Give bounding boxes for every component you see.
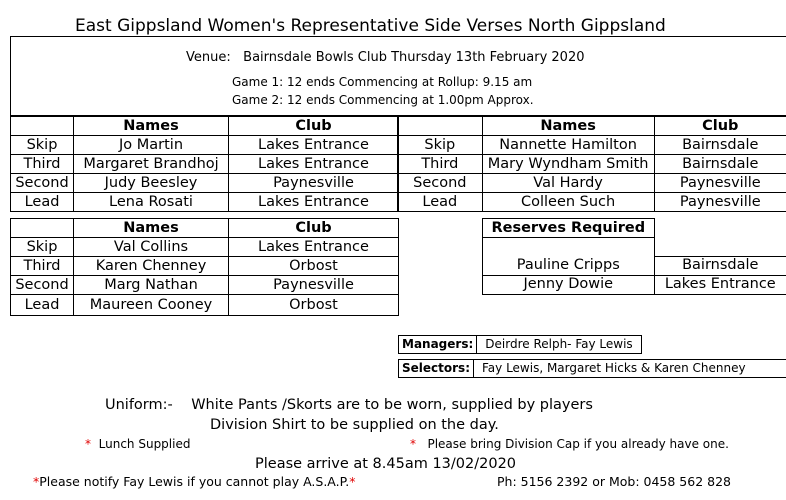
- name-cell: Jo Martin: [74, 136, 229, 155]
- table-row: [11, 257, 399, 276]
- name-cell: Marg Nathan: [74, 276, 229, 295]
- table-row: [11, 155, 399, 174]
- reserves-table: [482, 218, 786, 295]
- reserves-header: Reserves Required: [483, 219, 655, 238]
- position-cell: Lead: [398, 193, 483, 212]
- table-row: [11, 193, 399, 212]
- club-cell: Paynesville: [229, 174, 399, 193]
- club-cell: Lakes Entrance: [229, 238, 399, 257]
- club-cell: Paynesville: [229, 276, 399, 295]
- club-cell: Bairnsdale: [654, 256, 786, 275]
- team2-table: [397, 116, 786, 212]
- asterisk-mark: *: [85, 437, 91, 451]
- name-cell: Margaret Brandhoj: [74, 155, 229, 174]
- uniform-label: Uniform:-: [105, 397, 173, 413]
- team1-table: [10, 116, 399, 212]
- game1-line: Game 1: 12 ends Commencing at Rollup: 9.15 am: [232, 75, 533, 89]
- name-cell: Val Collins: [74, 238, 229, 257]
- uniform-text-2: Division Shirt to be supplied on the day.: [210, 417, 499, 433]
- name-cell: Nannette Hamilton: [482, 136, 654, 155]
- club-cell: Lakes Entrance: [654, 275, 786, 294]
- header-left-rule: [10, 36, 11, 116]
- club-cell: Lakes Entrance: [229, 193, 399, 212]
- notify-line: [33, 474, 355, 489]
- table-row: [11, 295, 399, 316]
- table-header-row: [398, 117, 786, 136]
- table-row: [483, 256, 786, 275]
- table-row: [11, 238, 399, 257]
- venue-text: Bairnsdale Bowls Club Thursday 13th February 2020: [243, 50, 585, 65]
- club-header: Club: [229, 117, 399, 136]
- managers-value: Deirdre Relph- Fay Lewis: [485, 337, 633, 351]
- managers-label: Managers:: [399, 336, 477, 353]
- asterisk-mark: *: [349, 474, 356, 489]
- table-row: [11, 174, 399, 193]
- table-row: [483, 238, 786, 257]
- venue-line: [186, 50, 585, 65]
- asterisk-mark: *: [410, 437, 416, 451]
- cap-line: [410, 437, 729, 451]
- name-cell: Mary Wyndham Smith: [482, 155, 654, 174]
- position-cell: Second: [11, 276, 74, 295]
- cap-text: Please bring Division Cap if you already have one.: [427, 437, 729, 451]
- club-cell: Orbost: [229, 295, 399, 316]
- club-cell: Paynesville: [654, 174, 786, 193]
- table-row: [398, 193, 786, 212]
- name-cell: Colleen Such: [482, 193, 654, 212]
- phone-line: Ph: 5156 2392 or Mob: 0458 562 828: [497, 474, 732, 489]
- club-cell: Bairnsdale: [654, 155, 786, 174]
- position-cell: Skip: [11, 136, 74, 155]
- team3-table: [10, 218, 399, 316]
- table-row: [398, 174, 786, 193]
- position-cell: Second: [11, 174, 74, 193]
- position-cell: Lead: [11, 193, 74, 212]
- table-row: [11, 136, 399, 155]
- uniform-line: [105, 397, 593, 413]
- position-cell: Lead: [11, 295, 74, 316]
- position-cell: Skip: [398, 136, 483, 155]
- managers-box: [398, 335, 642, 354]
- page-title: East Gippsland Women's Representative Side Verses North Gippsland: [75, 16, 666, 36]
- blank-header-cell: [11, 219, 74, 238]
- name-cell: Pauline Cripps: [483, 256, 655, 275]
- names-header: Names: [74, 117, 229, 136]
- title-rule: [10, 36, 786, 37]
- position-cell: Skip: [11, 238, 74, 257]
- name-cell: Karen Chenney: [74, 257, 229, 276]
- club-cell: Lakes Entrance: [229, 155, 399, 174]
- club-cell: Paynesville: [654, 193, 786, 212]
- position-cell: Third: [398, 155, 483, 174]
- club-header: Club: [654, 117, 786, 136]
- blank-header-cell: [11, 117, 74, 136]
- club-cell: Orbost: [229, 257, 399, 276]
- position-cell: Second: [398, 174, 483, 193]
- table-row: [11, 276, 399, 295]
- selectors-value: Fay Lewis, Margaret Hicks & Karen Chenney: [482, 361, 746, 375]
- asterisk-mark: *: [33, 474, 40, 489]
- name-cell: Jenny Dowie: [483, 275, 655, 294]
- blank-cell: [483, 238, 655, 257]
- arrive-line: Please arrive at 8.45am 13/02/2020: [255, 456, 517, 472]
- club-header: Club: [229, 219, 399, 238]
- name-cell: Maureen Cooney: [74, 295, 229, 316]
- club-cell: Bairnsdale: [654, 136, 786, 155]
- selectors-label: Selectors:: [399, 360, 474, 377]
- club-cell: Lakes Entrance: [229, 136, 399, 155]
- table-row: [398, 155, 786, 174]
- name-cell: Lena Rosati: [74, 193, 229, 212]
- notify-text: Please notify Fay Lewis if you cannot play A.S.A.P.: [39, 474, 350, 489]
- table-header-row: [483, 219, 786, 238]
- venue-label: Venue:: [186, 50, 231, 65]
- blank-header-cell: [398, 117, 483, 136]
- game2-line: Game 2: 12 ends Commencing at 1.00pm Approx.: [232, 93, 534, 107]
- names-header: Names: [482, 117, 654, 136]
- table-row: [483, 275, 786, 294]
- lunch-line: [85, 437, 190, 451]
- uniform-text-1: White Pants /Skorts are to be worn, supplied by players: [191, 397, 593, 413]
- lunch-text: Lunch Supplied: [98, 437, 191, 451]
- blank-cell: [654, 238, 786, 257]
- name-cell: Val Hardy: [482, 174, 654, 193]
- names-header: Names: [74, 219, 229, 238]
- table-header-row: [11, 219, 399, 238]
- blank-header-cell: [654, 219, 786, 238]
- selectors-box: [398, 359, 786, 378]
- position-cell: Third: [11, 257, 74, 276]
- table-header-row: [11, 117, 399, 136]
- position-cell: Third: [11, 155, 74, 174]
- name-cell: Judy Beesley: [74, 174, 229, 193]
- table-row: [398, 136, 786, 155]
